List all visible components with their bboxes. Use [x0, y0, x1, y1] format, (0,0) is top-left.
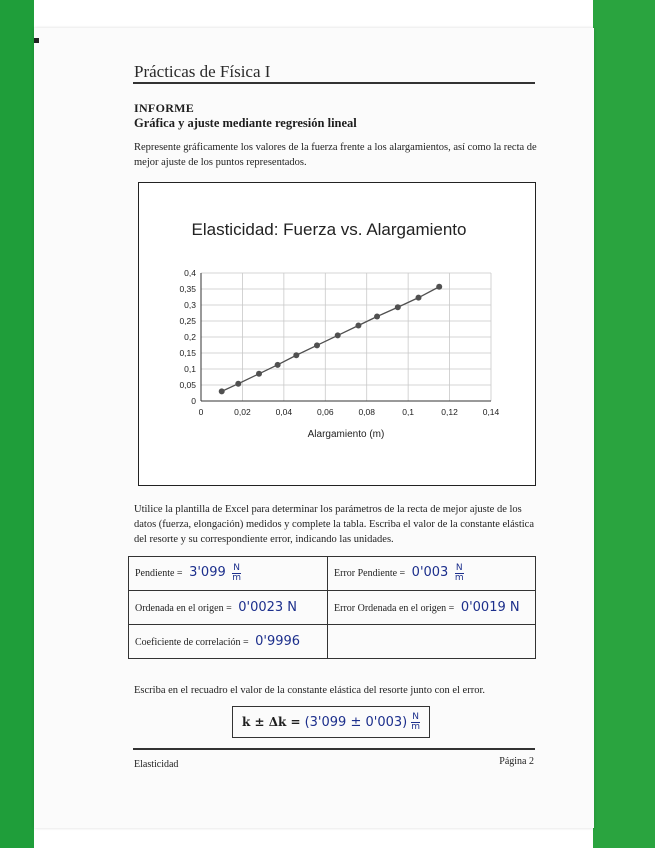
correlacion-cell [129, 625, 328, 659]
x-tick-label: 0,04 [275, 407, 293, 417]
pendiente-unit-num: N [233, 563, 240, 573]
error-ordenada-value: 0'0019 N [460, 600, 520, 615]
data-point [256, 371, 262, 377]
footer-rule [133, 748, 535, 750]
y-tick-label: 0,4 [184, 268, 196, 278]
corner-mark [34, 38, 39, 43]
data-point [416, 295, 422, 301]
correlacion-label: Coeficiente de correlación = [135, 637, 249, 648]
k-unit-num: N [412, 711, 419, 722]
error-pendiente-unit-num: N [455, 563, 463, 573]
data-point [374, 314, 380, 320]
table-row [129, 625, 536, 659]
error-pendiente-cell [328, 557, 536, 591]
intro-paragraph: Represente gráficamente los valores de la fuerza frente a los alargamientos, así como la recta de mejor ajuste de los puntos representados. [134, 142, 537, 168]
data-point [436, 284, 442, 290]
scatter-chart [139, 183, 535, 485]
error-pendiente-unit [455, 564, 464, 583]
error-pendiente-unit-den: m [454, 573, 464, 583]
k-result-box [232, 706, 430, 738]
data-point [275, 362, 281, 368]
table-row [129, 591, 536, 625]
ordenada-cell [129, 591, 328, 625]
header-rule [133, 82, 535, 84]
ordenada-value: 0'0023 N [238, 600, 298, 615]
error-pendiente-label: Error Pendiente = [334, 567, 406, 579]
data-point [355, 322, 361, 328]
chart-gridlines [201, 273, 491, 401]
y-tick-label: 0,05 [179, 380, 196, 390]
y-tick-label: 0,35 [179, 284, 196, 294]
section-title: Gráfica y ajuste mediante regresión lineal [134, 116, 357, 130]
chart-x-axis-label: Alargamiento (m) [307, 429, 385, 440]
data-point [395, 304, 401, 310]
data-point [314, 342, 320, 348]
x-tick-label: 0,14 [482, 407, 500, 417]
y-tick-label: 0,2 [184, 332, 196, 342]
pendiente-value: 3'099 [189, 564, 226, 580]
data-point [335, 332, 341, 338]
y-tick-label: 0,25 [179, 316, 196, 326]
data-point [219, 388, 225, 394]
right-background-edge [593, 0, 655, 848]
final-instruction: Escriba en el recuadro el valor de la constante elástica del resorte junto con el error. [134, 685, 486, 696]
x-tick-label: 0,12 [441, 407, 458, 417]
data-point [293, 352, 299, 358]
chart-title: Elasticidad: Fuerza vs. Alargamiento [191, 220, 467, 239]
y-tick-label: 0,1 [184, 364, 196, 374]
data-point [235, 381, 241, 387]
footer-section-name: Elasticidad [134, 759, 179, 770]
ordenada-label: Ordenada en el origen = [135, 603, 232, 614]
chart-series [219, 284, 443, 395]
empty-cell [328, 625, 536, 659]
y-tick-label: 0 [191, 396, 196, 406]
error-ordenada-cell [328, 591, 536, 625]
x-tick-label: 0 [198, 407, 204, 417]
y-tick-label: 0,15 [179, 348, 196, 358]
x-tick-label: 0,06 [317, 407, 334, 417]
x-tick-label: 0,02 [234, 407, 251, 417]
section-label: INFORME [134, 101, 195, 115]
x-tick-label: 0,1 [402, 407, 415, 417]
pendiente-cell [129, 557, 328, 591]
results-table [128, 556, 536, 659]
error-ordenada-label: Error Ordenada en el origen = [334, 603, 455, 614]
y-tick-label: 0,3 [184, 300, 196, 310]
pendiente-label: Pendiente = [135, 567, 183, 579]
pendiente-unit-den: m [232, 573, 242, 583]
k-unit-den: m [411, 721, 420, 732]
page-header-title: Prácticas de Física I [134, 62, 271, 81]
chart-tick-labels [179, 268, 499, 417]
instructions-paragraph: Utilice la plantilla de Excel para determinar los parámetros de la recta de mejor ajuste de los datos (fuerza, elongación) medidos y complete la tabla. Escriba el valor de la constante elástica del resorte y su correspondiente error, indicando las unidades. [134, 504, 534, 545]
error-pendiente-value: 0'003 [411, 564, 449, 580]
table-row [129, 557, 536, 591]
k-label: k ± Δk = [242, 715, 301, 729]
footer-page-number: Página 2 [499, 756, 534, 767]
pendiente-unit [232, 564, 241, 583]
k-unit [411, 713, 420, 732]
x-tick-label: 0,08 [358, 407, 375, 417]
chart-frame [138, 182, 536, 486]
left-background-edge [0, 0, 34, 848]
k-value: (3'099 ± 0'003) [304, 714, 408, 730]
series-line [222, 287, 440, 392]
correlacion-value: 0'9996 [255, 634, 301, 649]
